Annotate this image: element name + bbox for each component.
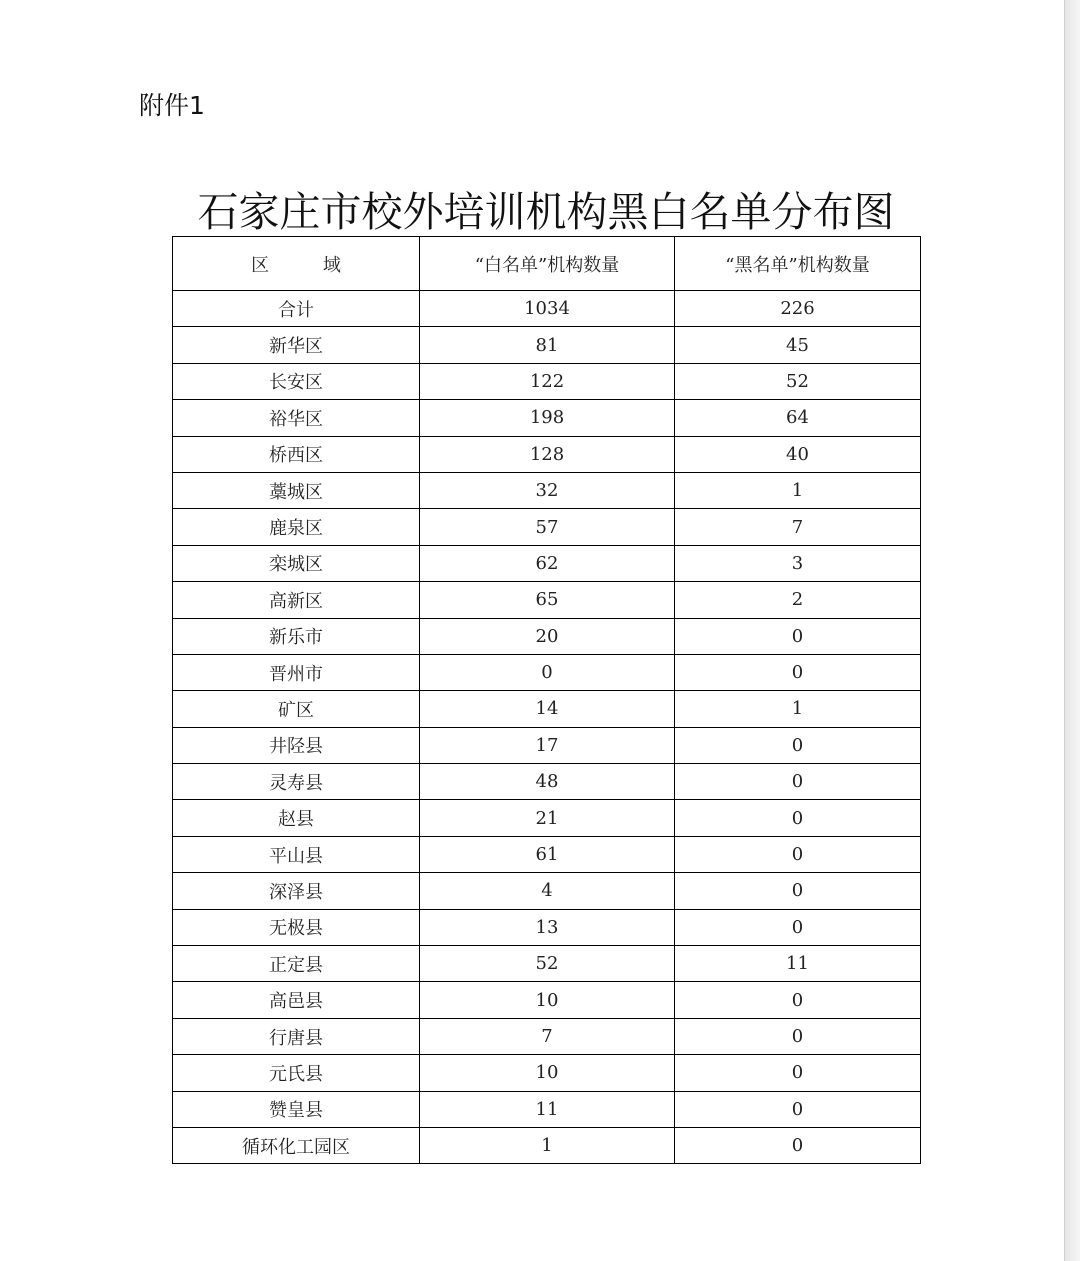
region-cell: 新华区 bbox=[173, 327, 420, 363]
whitelist-count-cell: 52 bbox=[420, 946, 675, 982]
table-row bbox=[173, 982, 921, 1018]
table-row bbox=[173, 291, 921, 327]
table-row bbox=[173, 582, 921, 618]
blacklist-count-cell: 0 bbox=[675, 764, 921, 800]
whitelist-count-cell: 128 bbox=[420, 436, 675, 472]
whitelist-count-cell: 61 bbox=[420, 836, 675, 872]
table-body bbox=[173, 291, 921, 1164]
region-cell: 裕华区 bbox=[173, 400, 420, 436]
whitelist-count-cell: 10 bbox=[420, 982, 675, 1018]
whitelist-count-cell: 10 bbox=[420, 1055, 675, 1091]
region-cell: 鹿泉区 bbox=[173, 509, 420, 545]
whitelist-count-cell: 81 bbox=[420, 327, 675, 363]
table-row bbox=[173, 363, 921, 399]
table-row bbox=[173, 764, 921, 800]
blacklist-count-cell: 0 bbox=[675, 654, 921, 690]
whitelist-count-cell: 7 bbox=[420, 1018, 675, 1054]
whitelist-count-cell: 0 bbox=[420, 654, 675, 690]
region-cell: 平山县 bbox=[173, 836, 420, 872]
header-region: 区 域 bbox=[173, 237, 420, 291]
region-cell: 赞皇县 bbox=[173, 1091, 420, 1127]
region-cell: 高新区 bbox=[173, 582, 420, 618]
blacklist-count-cell: 2 bbox=[675, 582, 921, 618]
whitelist-count-cell: 11 bbox=[420, 1091, 675, 1127]
region-cell: 正定县 bbox=[173, 946, 420, 982]
region-cell: 赵县 bbox=[173, 800, 420, 836]
table-row bbox=[173, 800, 921, 836]
region-cell: 新乐市 bbox=[173, 618, 420, 654]
region-cell: 高邑县 bbox=[173, 982, 420, 1018]
region-cell: 行唐县 bbox=[173, 1018, 420, 1054]
header-whitelist-count: “白名单”机构数量 bbox=[420, 237, 675, 291]
blacklist-count-cell: 0 bbox=[675, 800, 921, 836]
whitelist-count-cell: 17 bbox=[420, 727, 675, 763]
whitelist-count-cell: 4 bbox=[420, 873, 675, 909]
blacklist-count-cell: 0 bbox=[675, 618, 921, 654]
region-cell: 长安区 bbox=[173, 363, 420, 399]
region-cell: 深泽县 bbox=[173, 873, 420, 909]
region-cell: 灵寿县 bbox=[173, 764, 420, 800]
region-cell: 循环化工园区 bbox=[173, 1127, 420, 1163]
table-row bbox=[173, 1127, 921, 1163]
whitelist-count-cell: 122 bbox=[420, 363, 675, 399]
whitelist-count-cell: 13 bbox=[420, 909, 675, 945]
blacklist-count-cell: 0 bbox=[675, 982, 921, 1018]
table-row bbox=[173, 618, 921, 654]
blacklist-count-cell: 11 bbox=[675, 946, 921, 982]
table-row bbox=[173, 836, 921, 872]
blacklist-count-cell: 0 bbox=[675, 836, 921, 872]
table-row bbox=[173, 1091, 921, 1127]
region-cell: 藁城区 bbox=[173, 472, 420, 508]
table-row bbox=[173, 727, 921, 763]
whitelist-count-cell: 1 bbox=[420, 1127, 675, 1163]
whitelist-count-cell: 14 bbox=[420, 691, 675, 727]
table-row bbox=[173, 327, 921, 363]
region-cell: 晋州市 bbox=[173, 654, 420, 690]
region-cell: 井陉县 bbox=[173, 727, 420, 763]
blacklist-count-cell: 0 bbox=[675, 909, 921, 945]
blacklist-count-cell: 226 bbox=[675, 291, 921, 327]
table-row bbox=[173, 654, 921, 690]
blacklist-count-cell: 3 bbox=[675, 545, 921, 581]
table-row bbox=[173, 873, 921, 909]
blacklist-count-cell: 45 bbox=[675, 327, 921, 363]
blacklist-count-cell: 1 bbox=[675, 691, 921, 727]
blacklist-count-cell: 1 bbox=[675, 472, 921, 508]
blacklist-count-cell: 0 bbox=[675, 1091, 921, 1127]
region-cell: 元氏县 bbox=[173, 1055, 420, 1091]
table-row bbox=[173, 472, 921, 508]
whitelist-count-cell: 21 bbox=[420, 800, 675, 836]
whitelist-count-cell: 32 bbox=[420, 472, 675, 508]
table-row bbox=[173, 691, 921, 727]
region-cell: 栾城区 bbox=[173, 545, 420, 581]
region-cell: 无极县 bbox=[173, 909, 420, 945]
table-row bbox=[173, 400, 921, 436]
header-blacklist-count: “黑名单”机构数量 bbox=[675, 237, 921, 291]
blacklist-count-cell: 0 bbox=[675, 873, 921, 909]
whitelist-count-cell: 198 bbox=[420, 400, 675, 436]
document-title: 石家庄市校外培训机构黑白名单分布图 bbox=[197, 188, 895, 236]
table-row bbox=[173, 545, 921, 581]
table-row bbox=[173, 436, 921, 472]
whitelist-count-cell: 62 bbox=[420, 545, 675, 581]
blacklist-count-cell: 7 bbox=[675, 509, 921, 545]
blacklist-count-cell: 0 bbox=[675, 1018, 921, 1054]
whitelist-count-cell: 1034 bbox=[420, 291, 675, 327]
whitelist-count-cell: 65 bbox=[420, 582, 675, 618]
table-row bbox=[173, 946, 921, 982]
blacklist-count-cell: 0 bbox=[675, 1127, 921, 1163]
table-row bbox=[173, 909, 921, 945]
blacklist-count-cell: 52 bbox=[675, 363, 921, 399]
page-edge bbox=[1064, 0, 1080, 1261]
region-cell: 合计 bbox=[173, 291, 420, 327]
blacklist-count-cell: 0 bbox=[675, 1055, 921, 1091]
region-cell: 桥西区 bbox=[173, 436, 420, 472]
distribution-table bbox=[172, 236, 921, 1164]
blacklist-count-cell: 40 bbox=[675, 436, 921, 472]
blacklist-count-cell: 64 bbox=[675, 400, 921, 436]
header-row bbox=[173, 237, 921, 291]
blacklist-count-cell: 0 bbox=[675, 727, 921, 763]
table-header bbox=[173, 237, 921, 291]
whitelist-count-cell: 20 bbox=[420, 618, 675, 654]
whitelist-count-cell: 48 bbox=[420, 764, 675, 800]
table-row bbox=[173, 1055, 921, 1091]
table-row bbox=[173, 509, 921, 545]
region-cell: 矿区 bbox=[173, 691, 420, 727]
table-row bbox=[173, 1018, 921, 1054]
attachment-label: 附件1 bbox=[139, 91, 205, 120]
whitelist-count-cell: 57 bbox=[420, 509, 675, 545]
